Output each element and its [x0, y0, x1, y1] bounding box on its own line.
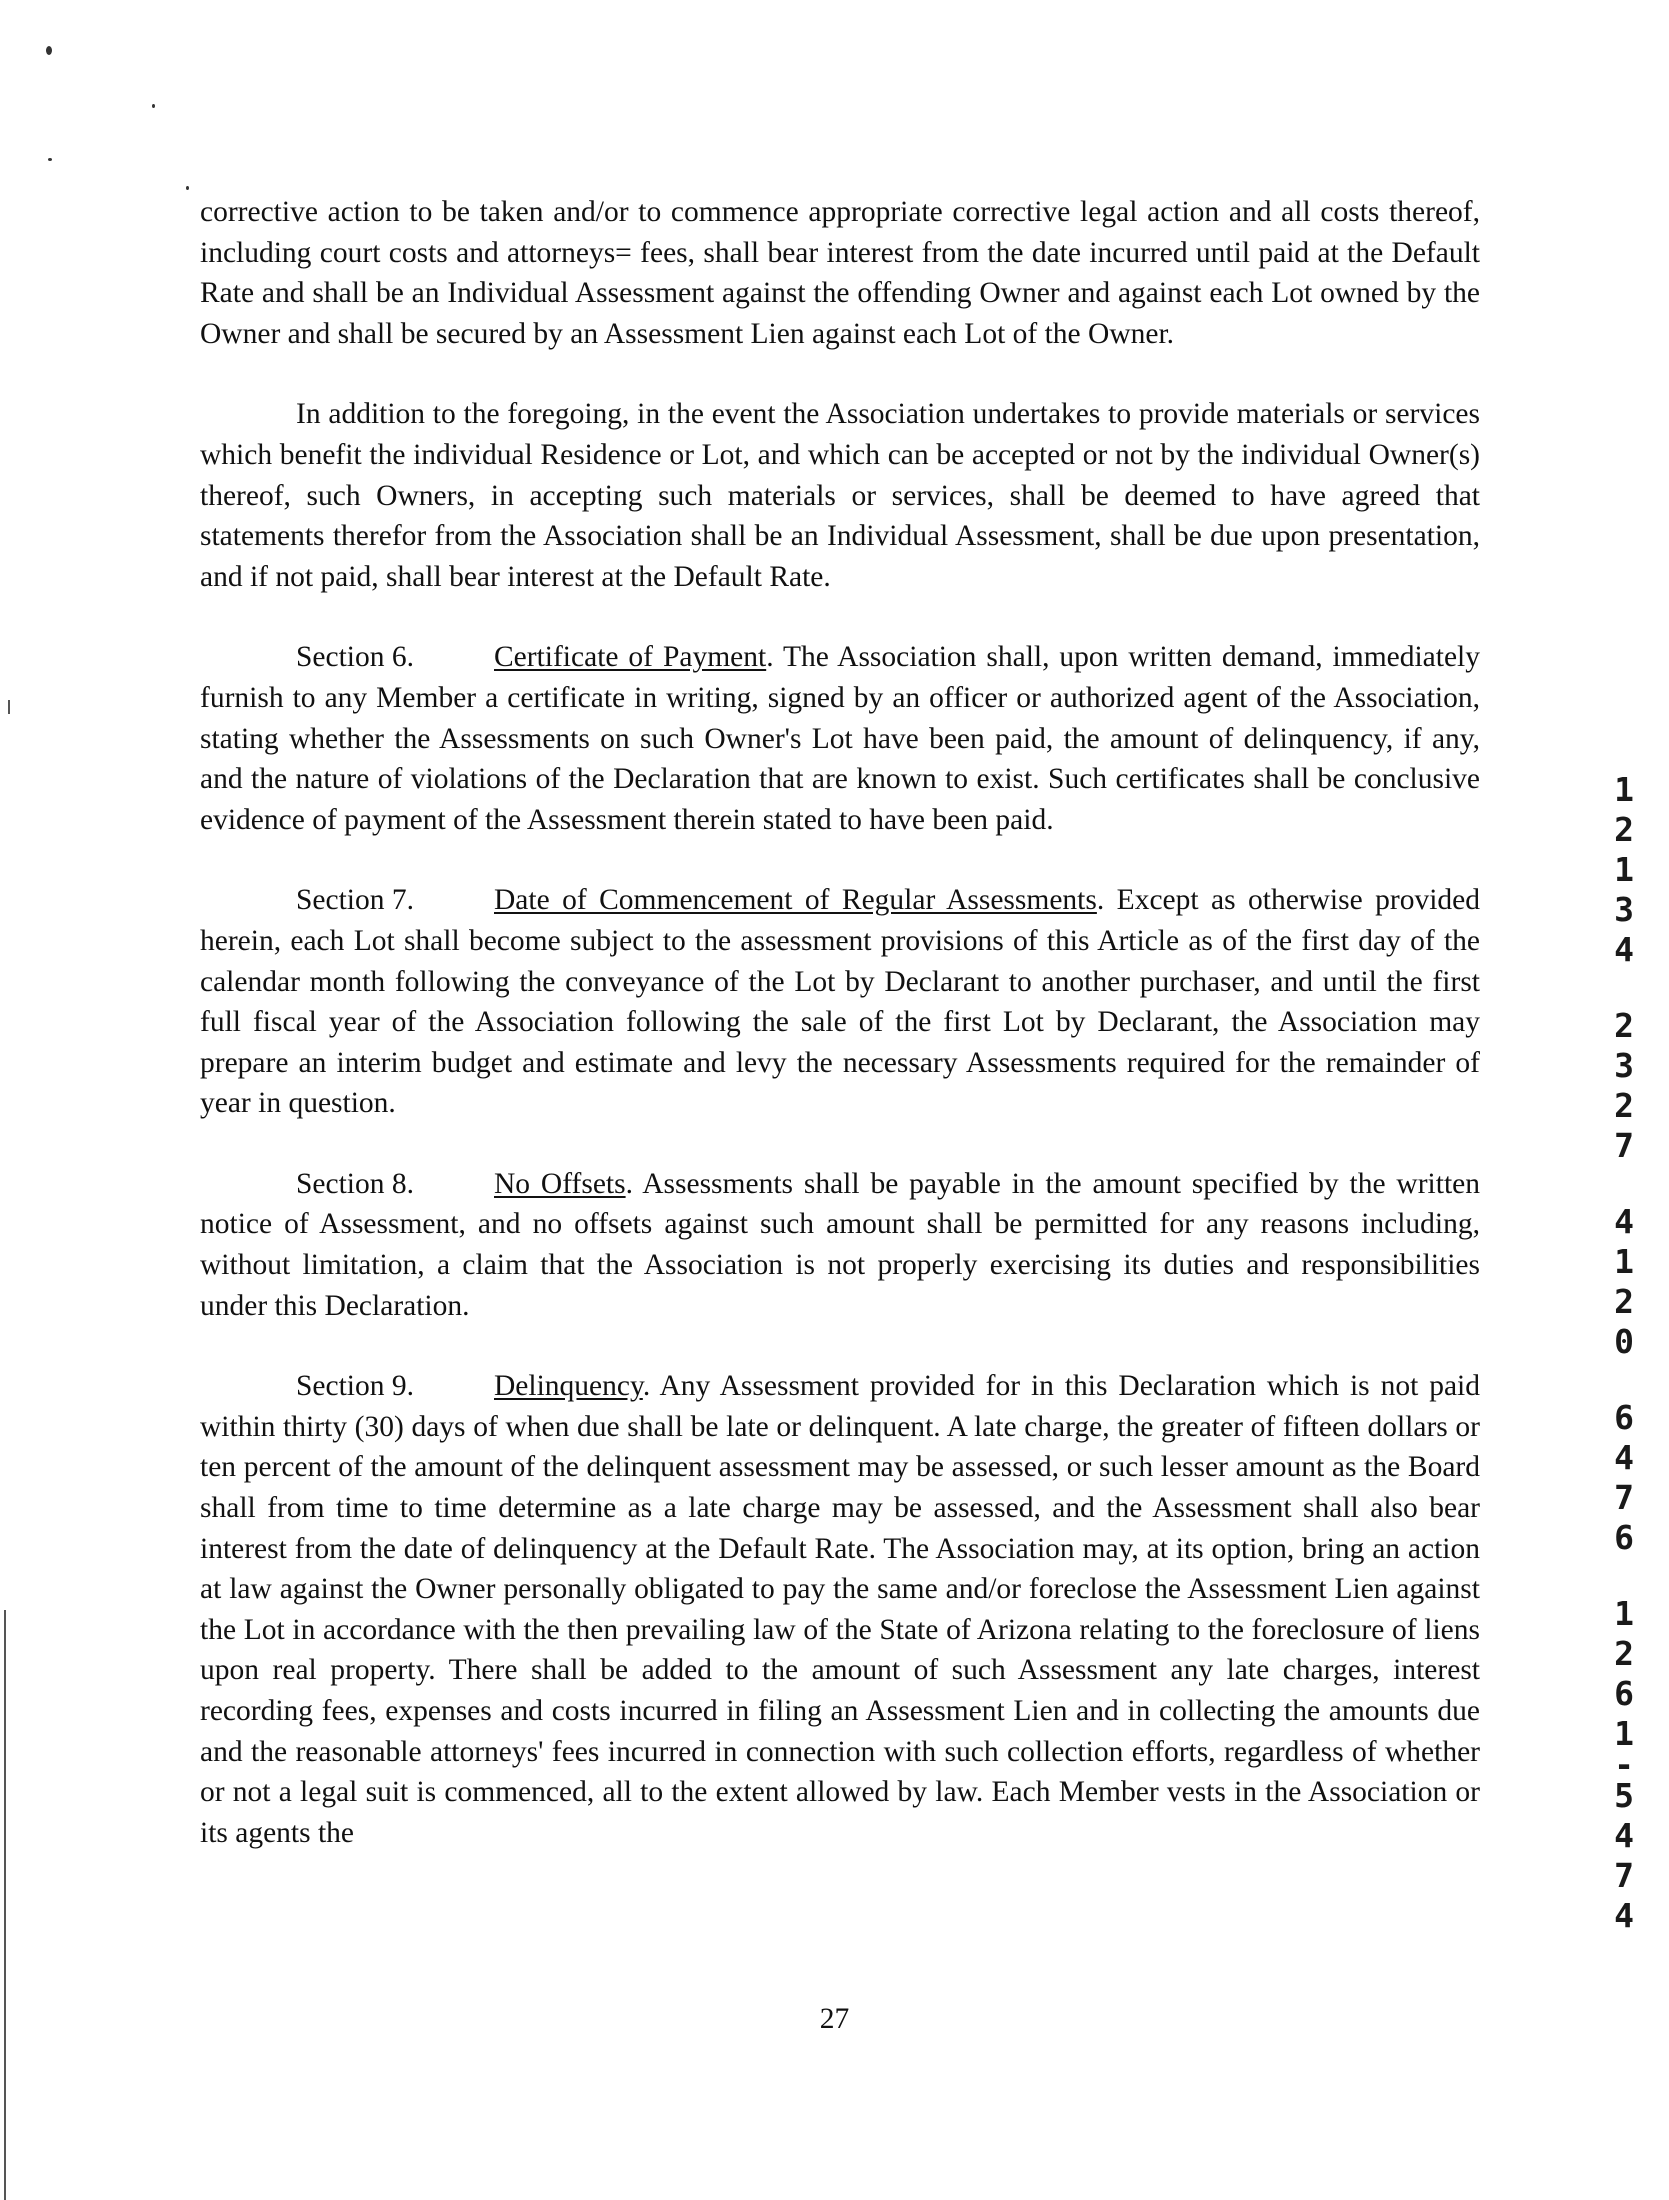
stamp-digit: 6	[1614, 1674, 1634, 1713]
section-6-label: Section 6.	[296, 641, 414, 674]
stamp-digit: 6	[1614, 1398, 1634, 1437]
stamp-digit: 4	[1614, 930, 1634, 969]
stamp-group-2	[1600, 1006, 1648, 1166]
stamp-group-1	[1600, 770, 1648, 970]
stamp-group-4	[1600, 1398, 1648, 1558]
stamp-group-3	[1600, 1202, 1648, 1362]
section-9-body: . Any Assessment provided for in this Declaration which is not paid within thirty (30) days of when due shall be late or delinquent. A late charge, the greater of fifteen dollars or ten percent of the amount of the delinquent assessment may be assessed, or such lesser amount as the Board shall from time to time determine as a late charge may be assessed, and the Assessment shall also bear interest from the date of delinquency at the Default Rate. The Association may, at its option, bring an action at law against the Owner personally obligated to pay the same and/or foreclose the Assessment Lien against the Lot in accordance with the then prevailing law of the State of Arizona relating to the foreclosure of liens upon real property. There shall be added to the amount of such Assessment any late charges, interest recording fees, expenses and costs incurred in filing an Assessment Lien and in collecting the amounts due and the reasonable attorneys' fees incurred in connection with such collection efforts, regardless of whether or not a legal suit is commenced, all to the extent allowed by law. Each Member vests in the Association or its agents the	[200, 1370, 1480, 1849]
stamp-separator: -	[1614, 1745, 1634, 1784]
stamp-digit: 4	[1614, 1896, 1634, 1935]
section-8-label: Section 8.	[296, 1167, 414, 1200]
stamp-digit: 1	[1614, 1242, 1634, 1281]
document-body	[200, 192, 1480, 1853]
stamp-digit: 3	[1614, 890, 1634, 929]
section-8-body: . Assessments shall be payable in the amount specified by the written notice of Assessment, and no offsets against such amount shall be permitted for any reasons including, without limitation, a claim that the Association is not properly exercising its duties and responsibilities under this Declaration.	[200, 1167, 1480, 1322]
stamp-digit: 7	[1614, 1856, 1634, 1895]
scan-margin-line	[4, 1610, 6, 2200]
section-7-title: Date of Commencement of Regular Assessments	[494, 884, 1097, 917]
section-9-label: Section 9.	[296, 1370, 414, 1403]
section-7-label: Section 7.	[296, 884, 414, 917]
stamp-digit: 4	[1614, 1816, 1634, 1855]
section-8	[200, 1164, 1480, 1326]
scan-margin-line	[8, 700, 10, 714]
section-7-body: . Except as otherwise provided herein, each Lot shall become subject to the assessment provisions of this Article as of the first day of the calendar month following the conveyance of the Lot by Declarant to another purchaser, and until the first full fiscal year of the Association following the sale of the first Lot by Declarant, the Association may prepare an interim budget and estimate and levy the necessary Assessments required for the remainder of year in question.	[200, 884, 1480, 1120]
section-7	[200, 880, 1480, 1124]
scan-speck	[46, 46, 52, 55]
stamp-digit: 0	[1614, 1322, 1634, 1361]
stamp-digit: 1	[1614, 770, 1634, 809]
paragraph-additional-services: In addition to the foregoing, in the event the Association undertakes to provide materials or services which benefit the individual Residence or Lot, and which can be accepted or not by the individual Owner(s) thereof, such Owners, in accepting such materials or services, shall be deemed to have agreed that statements therefor from the Association shall be an Individual Assessment, shall be due upon presentation, and if not paid, shall bear interest at the Default Rate.	[200, 398, 1480, 593]
stamp-digit: 7	[1614, 1478, 1634, 1517]
section-6	[200, 637, 1480, 840]
stamp-digit: 2	[1614, 1086, 1634, 1125]
stamp-digit: 1	[1614, 850, 1634, 889]
scan-speck	[186, 186, 189, 190]
stamp-digit: 2	[1614, 1006, 1634, 1045]
paragraph-continuation: corrective action to be taken and/or to commence appropriate corrective legal action and all costs thereof, including court costs and attorneys= fees, shall bear interest from the date incurred until paid at the Default Rate and shall be an Individual Assessment against the offending Owner and against each Lot owned by the Owner and shall be secured by an Assessment Lien against each Lot of the Owner.	[200, 196, 1480, 350]
section-6-title: Certificate of Payment	[494, 641, 767, 674]
stamp-digit: 7	[1614, 1126, 1634, 1165]
stamp-digit: 2	[1614, 810, 1634, 849]
section-6-body: . The Association shall, upon written demand, immediately furnish to any Member a certificate in writing, signed by an officer or authorized agent of the Association, stating whether the Assessments on such Owner's Lot have been paid, the amount of delinquency, if any, and the nature of violations of the Declaration that are known to exist. Such certificates shall be conclusive evidence of payment of the Assessment therein stated to have been paid.	[200, 641, 1481, 836]
stamp-digit: 2	[1614, 1634, 1634, 1673]
stamp-digit: 3	[1614, 1046, 1634, 1085]
stamp-digit: 5	[1614, 1776, 1634, 1815]
scan-speck	[152, 104, 155, 108]
stamp-digit: 1	[1614, 1714, 1634, 1753]
stamp-group-final	[1600, 1594, 1648, 1936]
section-8-title: No Offsets	[494, 1167, 626, 1200]
stamp-digit: 2	[1614, 1282, 1634, 1321]
section-9	[200, 1366, 1480, 1853]
page-number: 27	[819, 2003, 850, 2035]
stamp-digit: 4	[1614, 1202, 1634, 1241]
section-9-title: Delinquency	[494, 1370, 643, 1403]
stamp-digit: 4	[1614, 1438, 1634, 1477]
stamp-digit: 6	[1614, 1518, 1634, 1557]
scan-speck	[48, 158, 52, 161]
stamp-digit: 1	[1614, 1594, 1634, 1633]
recording-stamp	[1600, 770, 1648, 1972]
